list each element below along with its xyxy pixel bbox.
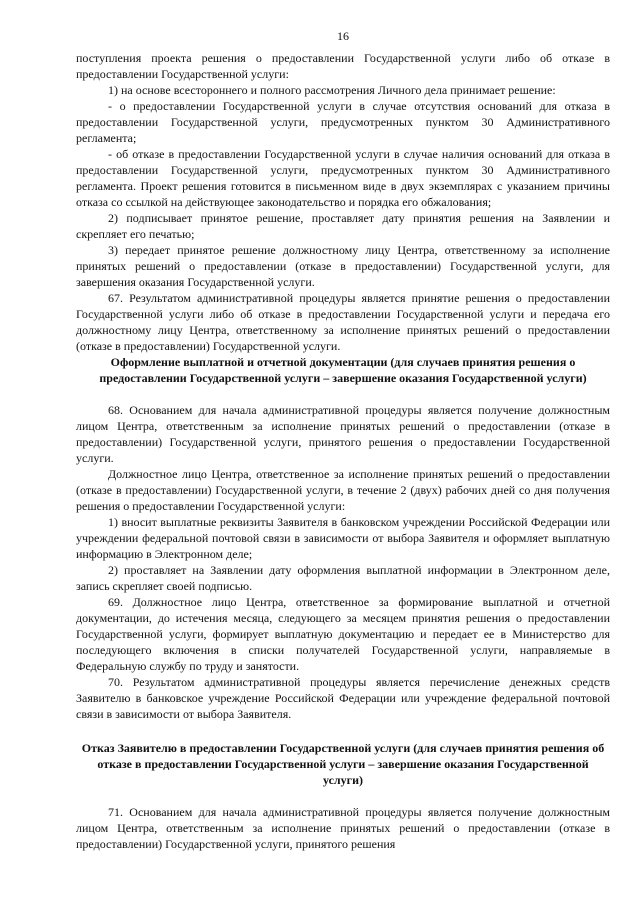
section-heading-payment: Оформление выплатной и отчетной документации (для случаев принятия решения о предоставлении Государственной услуги – завершение оказания Государственной услуги) bbox=[99, 355, 587, 385]
paragraph-decision-grant: - о предоставлении Государственной услуги в случае отсутствия оснований для отказа в предоставлении Государственной услуги, предусмотренных пунктом 30 Административного регламента; bbox=[76, 99, 610, 145]
paragraph-payment-step-2: 2) проставляет на Заявлении дату оформления выплатной информации в Электронном деле, запись скрепляет своей подписью. bbox=[76, 563, 610, 593]
paragraph-decision-refuse: - об отказе в предоставлении Государственной услуги в случае наличия оснований для отказа в предоставлении Государственной услуги, предусмотренных пунктом 30 Административного регламента. Проект решения готовится в письменном виде в двух экземплярах с указанием причины отказа со ссылкой на действующее законодательство и порядка его обжалования; bbox=[76, 147, 610, 209]
paragraph-69: 69. Должностное лицо Центра, ответственное за формирование выплатной и отчетной документации, до истечения месяца, следующего за месяцем принятия решения о предоставлении Государственной услуги, формирует выплатную документацию и передает ее в Министерство для последующего включения в списки получателей Государственной услуги, направляемые в Федеральную службу по труду и занятости. bbox=[76, 595, 610, 673]
paragraph-step-3: 3) передает принятое решение должностному лицу Центра, ответственному за исполнение принятых решений о предоставлении (отказе в предоставлении) Государственной услуги, для завершения оказания Государственной услуги. bbox=[76, 243, 610, 289]
paragraph-68: 68. Основанием для начала административной процедуры является получение должностным лицом Центра, ответственным за исполнение принятых решений о предоставлении (отказе в предоставлении) Государственной услуги, принятого решения о предоставлении Государственной услуги. bbox=[76, 403, 610, 465]
paragraph-step-2: 2) подписывает принятое решение, проставляет дату принятия решения на Заявлении и скрепляет его печатью; bbox=[76, 211, 610, 241]
paragraph-67: 67. Результатом административной процедуры является принятие решения о предоставлении Государственной услуги либо об отказе в предоставлении Государственной услуги и передача его должностному лицу Центра, ответственному за исполнение принятых решений о предоставлении (отказе в предоставлении) Государственной услуги. bbox=[76, 291, 610, 353]
document-page bbox=[76, 28, 610, 852]
paragraph-official: Должностное лицо Центра, ответственное за исполнение принятых решений о предоставлении (отказе в предоставлении) Государственной услуги, в течение 2 (двух) рабочих дней со дня получения решения о предоставлении Государственной услуги: bbox=[76, 467, 610, 513]
paragraph-71: 71. Основанием для начала административной процедуры является получение должностным лицом Центра, ответственным за исполнение принятых решений о предоставлении (отказе в предоставлении) Государственной услуги, принятого решения bbox=[76, 805, 610, 851]
paragraph-payment-step-1: 1) вносит выплатные реквизиты Заявителя в банковском учреждении Российской Федерации или учреждении федеральной почтовой связи в зависимости от выбора Заявителя и оформляет выплатную информацию в Электронном деле; bbox=[76, 515, 610, 561]
section-heading-refusal: Отказ Заявителю в предоставлении Государственной услуги (для случаев принятия решения об отказе в предоставлении Государственной услуги – завершение оказания Государственной услуги) bbox=[81, 741, 605, 787]
page-number: 16 bbox=[337, 29, 349, 43]
paragraph-step-1: 1) на основе всестороннего и полного рассмотрения Личного дела принимает решение: bbox=[108, 83, 556, 97]
paragraph-70: 70. Результатом административной процедуры является перечисление денежных средств Заявителю в банковское учреждение Российской Федерации или учреждение федеральной почтовой связи в зависимости от выбора Заявителя. bbox=[76, 675, 610, 721]
paragraph-continuation: поступления проекта решения о предоставлении Государственной услуги либо об отказе в предоставлении Государственной услуги: bbox=[76, 51, 610, 81]
